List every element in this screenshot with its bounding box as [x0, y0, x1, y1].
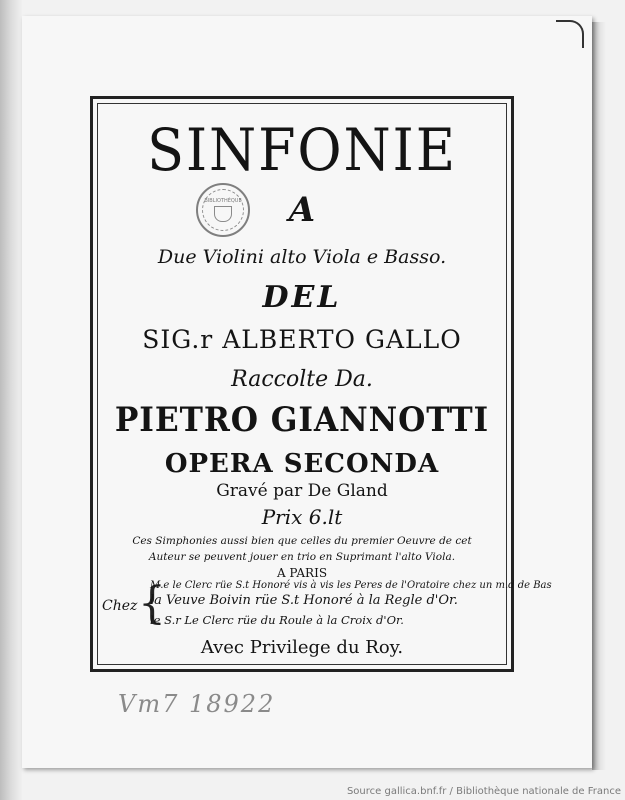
- brace-icon: {: [138, 578, 166, 629]
- performance-note-line-1: Ces Simphonies aussi bien que celles du premier Oeuvre de cet: [132, 535, 472, 547]
- page-shadow: [592, 22, 606, 770]
- performance-note-line-2: Auteur se peuvent jouer en trio en Suprimant l'alto Viola.: [148, 551, 456, 563]
- imprint-city: A PARIS: [276, 566, 328, 580]
- source-attribution: Source gallica.bnf.fr / Bibliothèque nationale de France: [346, 786, 621, 797]
- address-line-1: M.e le Clerc rüe S.t Honoré vis à vis les Peres de l'Oratoire chez un m.d de Bas: [150, 580, 552, 591]
- dedication-a: A: [288, 190, 316, 230]
- stamp-text: BIBLIOTHÈQUE: [204, 198, 242, 204]
- collector-name: PIETRO GIANNOTTI: [114, 400, 490, 440]
- composer-name: SIG.r ALBERTO GALLO: [142, 325, 462, 354]
- work-title: SINFONIE: [147, 116, 457, 184]
- chez-label: Chez: [102, 598, 138, 614]
- instrumentation: Due Violini alto Viola e Basso.: [157, 246, 447, 268]
- raccolte-line: Raccolte Da.: [231, 367, 373, 392]
- book-spine-edge: [0, 0, 22, 800]
- royal-privilege: Avec Privilege du Roy.: [200, 637, 404, 658]
- del-line: DEL: [262, 280, 342, 315]
- address-line-3: le S.r Le Clerc rüe du Roule à la Croix d'Or.: [150, 613, 404, 627]
- shelfmark: Vm7 18922: [118, 690, 276, 718]
- address-line-2: la Veuve Boivin rüe S.t Honoré à la Regle d'Or.: [150, 593, 458, 608]
- price: Prix 6.lt: [261, 505, 343, 529]
- page-corner-fold: [556, 20, 584, 48]
- opus-number: OPERA SECONDA: [164, 449, 440, 479]
- engraver-credit: Gravé par De Gland: [216, 481, 388, 501]
